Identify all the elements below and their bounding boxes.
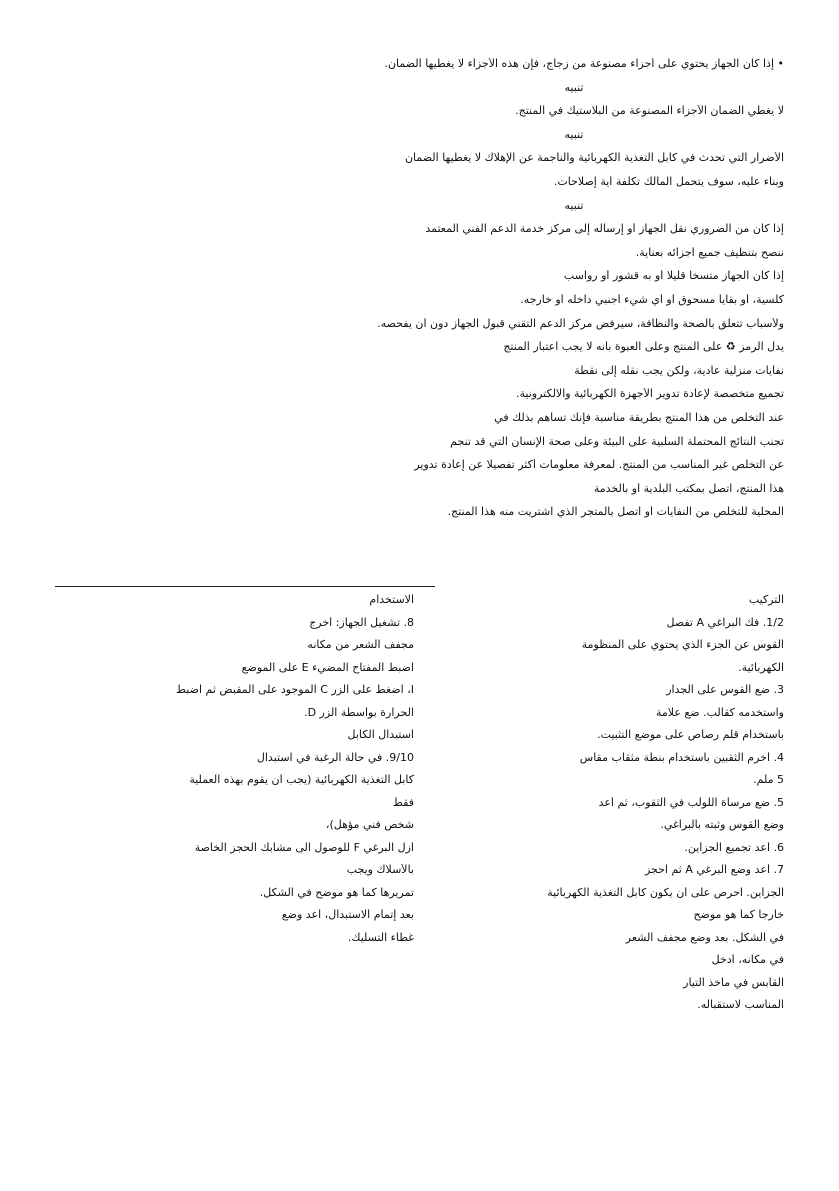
usage-line: كابل التغذية الكهربائية (يجب أن يقوم بهذه العملية [189,774,414,786]
usage-line: بعد إتمام الاستبدال، أعد وضع [281,909,414,921]
text-line: المحلية للتخلص من النفايات أو اتصل بالمتجر الذي اشتريت منه هذا المنتج. [447,506,784,519]
text-line: هذا المنتج، اتصل بمكتب البلدية أو بالخدمة [593,482,784,495]
usage-heading: الاستخدام [369,594,414,606]
text-line: نفايات منزلية عادية، ولكن يجب نقله إلى نقطة [574,364,784,377]
text-line: وبناء عليه، سوف يتحمل المالك تكلفة أية إصلاحات. [553,175,784,188]
usage-line: تمريرها كما هو موضح في الشكل. [259,886,414,899]
assembly-line: الكهربائية. [738,661,784,674]
text-line-recycle-symbol: يدل الرمز ♻ على المنتج وعلى العبوة بأنه لا يجب اعتبار المنتج [503,341,784,354]
usage-line: 8. تشغيل الجهاز: أخرج [309,616,414,629]
assembly-line: القابس في مأخذ التيار [683,976,784,989]
assembly-line: الجزأين. احرص على أن يكون كابل التغذية الكهربائية [547,886,784,899]
assembly-line: في الشكل. بعد وضع مجفف الشعر [625,931,784,944]
text-line: ولأسباب تتعلق بالصحة والنظافة، سيرفض مركز الدعم التقني قبول الجهاز دون أن يفحصه. [377,317,784,330]
assembly-line: خارجا كما هو موضح [693,909,784,921]
assembly-line: 3. ضع القوس على الجدار [666,684,784,696]
assembly-line: وضع القوس وثبته بالبراغي. [660,819,784,831]
text-line: الأضرار التي تحدث في كابل التغذية الكهربائية والناجمة عن الإهلاك لا يغطيها الضمان [404,152,784,165]
usage-line: مجفف الشعر من مكانه [307,639,414,651]
usage-line: غطاء التسليك. [347,931,414,944]
assembly-line: 4. اخرم الثقبين باستخدام بنطة مثقاب مقاس [579,751,784,764]
section-divider [55,586,435,587]
text-line: إذا كان من الضروري نقل الجهاز أو إرساله إلى مركز خدمة الدعم الفني المعتمد [425,223,784,236]
text-line: إذا كان الجهاز متسخا قليلا أو به قشور أو رواسب [563,270,784,283]
text-line: تجنب النتائج المحتملة السلبية على البيئة وعلى صحة الإنسان التي قد تنجم [450,435,784,448]
assembly-column [439,594,784,1022]
usage-line: I، اضغط على الزر C الموجود على المقبض ثم اضبط [175,684,414,696]
assembly-line: القوس عن الجزء الذي يحتوي على المنظومة [581,639,784,651]
usage-line: بالأسلاك ويجب [346,864,414,876]
assembly-line: 5 ملم. [753,774,784,786]
usage-line: الحرارة بواسطة الزر D. [304,706,414,719]
assembly-line: في مكانه، أدخل [711,954,784,966]
assembly-line: 1/2. فك البراغي A تفصل [666,616,784,629]
text-line: لا يغطي الضمان الأجزاء المصنوعة من البلاستيك في المنتج. [515,105,784,118]
usage-line: شخص فني مؤهل)، [325,819,414,831]
assembly-line: 6. أعد تجميع الجزأين. [684,841,784,854]
assembly-line: 7. أعد وضع البرغي A ثم احجز [644,864,784,876]
usage-line: فقط [392,796,414,809]
usage-line: أزل البرغي F للوصول الى مشابك الحجز الخاصة [194,841,414,854]
caution-heading: تنبيه [564,81,584,94]
caution-heading: تنبيه [564,128,584,141]
usage-column [49,594,414,954]
usage-line: 9/10. في حالة الرغبة في استبدال [256,751,414,764]
assembly-line: واستخدمه كقالب. ضع علامة [656,706,784,719]
text-line: عن التخلص غير المناسب من المنتج. لمعرفة معلومات أكثر تفصيلا عن إعادة تدوير [414,459,784,472]
text-line: ننصح بتنظيف جميع أجزائه بعناية. [635,246,784,259]
caution-heading: تنبيه [564,199,584,212]
usage-line: اضبط المفتاح المضيء E على الموضع [241,661,414,674]
assembly-line: 5. ضع مرساة اللولب في الثقوب، ثم أعد [598,796,784,809]
text-line: • إذا كان الجهاز يحتوي على أجزاء مصنوعة من زجاج، فإن هذه الأجزاء لا يغطيها الضمان. [384,58,784,70]
warnings-section [144,58,784,530]
text-line: تجميع متخصصة لإعادة تدوير الأجهزة الكهربائية والالكترونية. [516,388,784,401]
assembly-heading: التركيب [748,594,784,606]
assembly-line: المناسب لاستقباله. [697,999,784,1011]
text-line: كلسية، أو بقايا مسحوق أو أي شيء أجنبي داخله أو خارجه. [520,293,784,306]
text-line: عند التخلص من هذا المنتج بطريقة مناسبة فإنك تساهم بذلك في [494,411,784,424]
usage-subheading: استبدال الكابل [347,729,414,741]
assembly-line: باستخدام قلم رصاص على موضع التثبيت. [597,729,784,741]
